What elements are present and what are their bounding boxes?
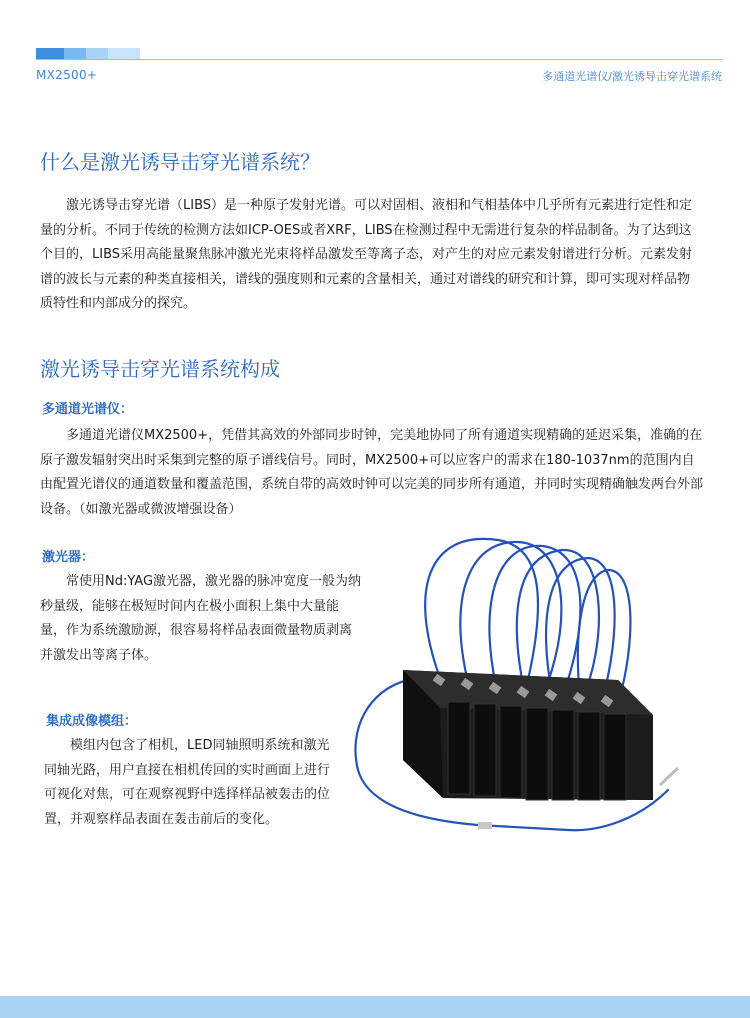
header-rule xyxy=(36,59,722,60)
paragraph-imaging-module: 模组内包含了相机，LED同轴照明系统和激光同轴光路，用户直接在相机传回的实时画面上进行可视化对焦，可在观察视野中选择样品被轰击的位置，并观察样品表面在轰击前后的变化。 xyxy=(44,738,331,827)
spectrometer-product-image xyxy=(348,530,718,840)
channel-modules xyxy=(448,702,626,800)
fiber-tip xyxy=(660,768,678,785)
footer-bar xyxy=(0,996,750,1018)
header-deco-block-1 xyxy=(36,48,64,59)
header-deco-block-4 xyxy=(108,48,140,59)
fiber-connector xyxy=(478,822,492,829)
header-section-title: 多通道光谱仪/激光诱导击穿光谱系统 xyxy=(542,70,722,83)
paragraph-laser: 常使用Nd:YAG激光器，激光器的脉冲宽度一般为纳秒量级，能够在极短时间内在极小面积上集中大量能量，作为系统激励源，很容易将样品表面微量物质剥离并激发出等离子体。 xyxy=(40,574,362,663)
header-deco-block-3 xyxy=(86,48,108,59)
subheading-spectrometer: 多通道光谱仪： xyxy=(42,402,134,417)
paragraph-libs-intro: 激光诱导击穿光谱（LIBS）是一种原子发射光谱。可以对固相、液相和气相基体中几乎所有元素进行定性和定量的分析。不同于传统的检测方法如ICP-OES或者XRF，LIBS在检测过程中无需进行复杂的样品制备。为了达到这个目的，LIBS采用高能量聚焦脉冲激光光束将样品激发至等离子态，对产生的对应元素发射谱进行分析。元素发射谱的波长与元素的种类直接相关，谱线的强度则和元素的含量相关，通过对谱线的研究和计算，即可实现对样品物质特性和内部成分的探究。 xyxy=(40,198,693,311)
header-model-name: MX2500+ xyxy=(36,68,98,82)
heading-system-composition: 激光诱导击穿光谱系统构成 xyxy=(40,357,280,381)
paragraph-spectrometer: 多通道光谱仪MX2500+，凭借其高效的外部同步时钟，完美地协同了所有通道实现精确的延迟采集，准确的在原子激发辐射突出时采集到完整的原子谱线信号。同时，MX2500+可以应客户的需求在180-1037nm的范围内自由配置光谱仪的通道数量和覆盖范围，系统自带的高效时钟可以完美的同步所有通道，并同时实现精确触发两台外部设备。（如激光器或微波增强设备） xyxy=(40,428,704,517)
subheading-imaging-module: 集成成像模组： xyxy=(46,714,138,729)
subheading-laser: 激光器： xyxy=(42,550,95,565)
header-deco-block-2 xyxy=(64,48,86,59)
heading-what-is-libs: 什么是激光诱导击穿光谱系统？ xyxy=(40,150,320,174)
